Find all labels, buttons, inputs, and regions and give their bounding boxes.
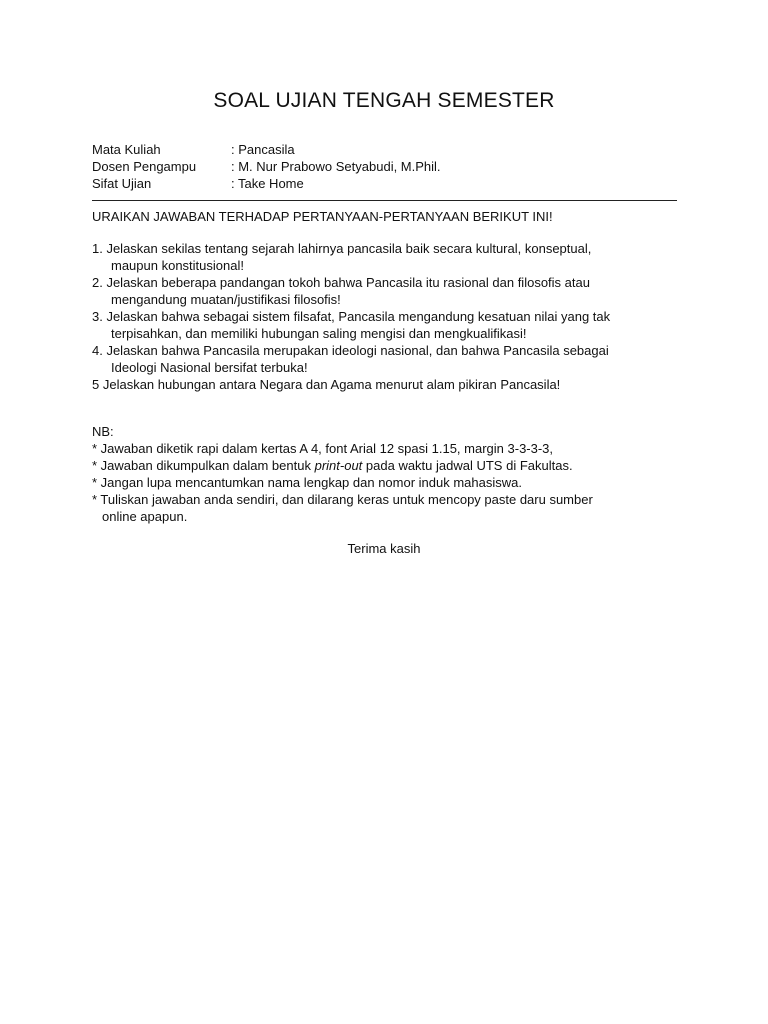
document-title: SOAL UJIAN TENGAH SEMESTER (213, 89, 555, 112)
exam-info-block (92, 141, 441, 192)
question-item (92, 274, 682, 308)
question-item (92, 342, 682, 376)
exam-type-row (92, 175, 441, 192)
question-item (92, 240, 682, 274)
instruction-text: URAIKAN JAWABAN TERHADAP PERTANYAAN-PERTANYAAN BERIKUT INI! (92, 209, 553, 224)
note-item: * Jangan lupa mencantumkan nama lengkap dan nomor induk mahasiswa. (92, 475, 522, 490)
note-item: * Tuliskan jawaban anda sendiri, dan dilarang keras untuk mencopy paste daru sumber (92, 492, 593, 507)
course-label: Mata Kuliah (92, 142, 161, 157)
course-value: : Pancasila (231, 142, 295, 157)
question-line: 4. Jelaskan bahwa Pancasila merupakan ideologi nasional, dan bahwa Pancasila sebagai (92, 343, 609, 358)
closing-text: Terima kasih (347, 541, 421, 556)
question-line: 2. Jelaskan beberapa pandangan tokoh bahwa Pancasila itu rasional dan filosofis atau (92, 275, 590, 290)
question-line: 5 Jelaskan hubungan antara Negara dan Agama menurut alam pikiran Pancasila! (92, 377, 561, 392)
note-text: pada waktu jadwal UTS di Fakultas. (362, 458, 573, 473)
question-item (92, 308, 682, 342)
question-line: 1. Jelaskan sekilas tentang sejarah lahirnya pancasila baik secara kultural, konseptual, (92, 241, 592, 256)
question-line-continued: mengandung muatan/justifikasi filosofis! (111, 292, 341, 307)
question-line-continued: maupun konstitusional! (111, 258, 244, 273)
note-item (92, 457, 692, 474)
horizontal-divider (92, 200, 677, 201)
exam-type-value: : Take Home (231, 176, 304, 191)
question-item (92, 376, 682, 393)
lecturer-label: Dosen Pengampu (92, 159, 197, 174)
lecturer-row (92, 158, 441, 175)
note-text: * Jawaban dikumpulkan dalam bentuk (92, 458, 315, 473)
question-list (92, 240, 682, 393)
question-line: 3. Jelaskan bahwa sebagai sistem filsafat, Pancasila mengandung kesatuan nilai yang tak (92, 309, 611, 324)
note-text-italic: print-out (314, 458, 363, 473)
question-line-continued: terpisahkan, dan memiliki hubungan saling mengisi dan mengkualifikasi! (111, 326, 527, 341)
question-line-continued: Ideologi Nasional bersifat terbuka! (111, 360, 308, 375)
notes-block (92, 423, 692, 525)
exam-type-label: Sifat Ujian (92, 176, 152, 191)
notes-heading: NB: (92, 424, 114, 439)
lecturer-value: : M. Nur Prabowo Setyabudi, M.Phil. (231, 159, 441, 174)
note-item: * Jawaban diketik rapi dalam kertas A 4, font Arial 12 spasi 1.15, margin 3-3-3-3, (92, 441, 554, 456)
note-item-continued: online apapun. (102, 509, 188, 524)
course-row (92, 141, 441, 158)
